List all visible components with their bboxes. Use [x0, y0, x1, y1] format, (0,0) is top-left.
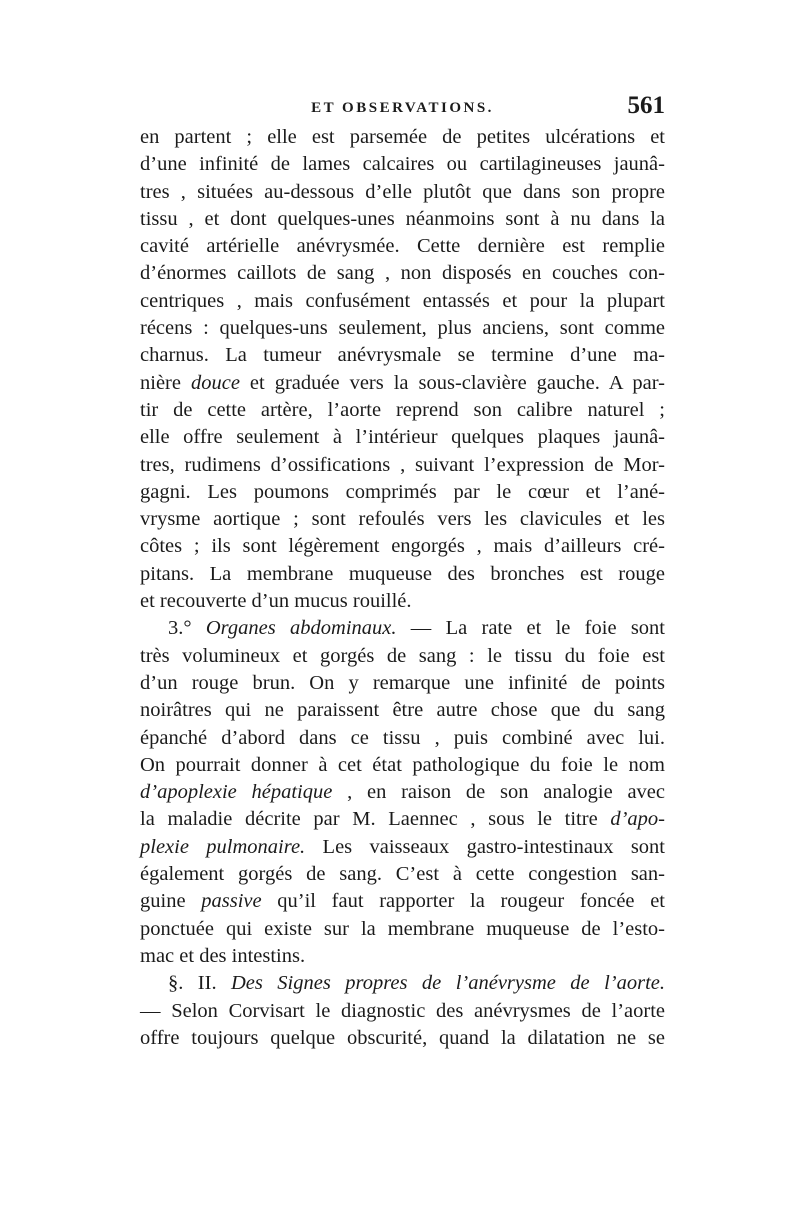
text-line — [140, 315, 665, 342]
text-line — [140, 615, 665, 642]
italic-text: passive — [201, 890, 262, 913]
text-line — [140, 479, 665, 506]
text-segment: — Selon Corvisart le diagnostic des anévrysmes de l’aorte — [140, 999, 665, 1022]
text-segment: tres , situées au-dessous d’elle plutôt que dans son propre — [140, 180, 665, 203]
text-line — [140, 888, 665, 915]
text-segment: la maladie décrite par M. Laennec , sous le titre — [140, 808, 611, 831]
text-line — [140, 779, 665, 806]
text-line — [140, 151, 665, 178]
text-line — [140, 1025, 665, 1052]
italic-text: d’apoplexie hépatique — [140, 781, 333, 804]
body-text — [140, 124, 665, 1052]
text-line — [140, 970, 665, 997]
text-segment: guine — [140, 890, 202, 913]
text-segment: Les vaisseaux gastro-intestinaux sont — [305, 835, 665, 858]
text-line — [140, 260, 665, 287]
text-line — [140, 561, 665, 588]
text-segment: mac et des intestins. — [140, 944, 306, 967]
text-line — [140, 806, 665, 833]
text-line — [140, 452, 665, 479]
text-line — [140, 424, 665, 451]
text-line — [140, 533, 665, 560]
italic-text: Des Signes propres de l’anévrysme de l’aorte. — [231, 972, 665, 995]
running-head — [140, 92, 665, 122]
text-segment: d’énormes caillots de sang , non disposés en couches con- — [140, 262, 665, 285]
text-segment: également gorgés de sang. C’est à cette congestion san- — [140, 863, 665, 886]
text-line — [140, 916, 665, 943]
text-segment: charnus. La tumeur anévrysmale se termine d’une ma- — [140, 344, 665, 367]
text-segment: cavité artérielle anévrysmée. Cette dernière est remplie — [140, 235, 665, 258]
text-line — [140, 124, 665, 151]
text-segment: ponctuée qui existe sur la membrane muqueuse de l’esto- — [140, 917, 665, 940]
text-segment: épanché d’abord dans ce tissu , puis combiné avec lui. — [140, 726, 665, 749]
text-segment: pitans. La membrane muqueuse des bronches est rouge — [140, 562, 665, 585]
text-line — [140, 342, 665, 369]
text-segment: en partent ; elle est parsemée de petites ulcérations et — [140, 126, 665, 148]
text-line — [140, 397, 665, 424]
text-line — [140, 588, 665, 615]
text-line — [140, 998, 665, 1025]
text-segment: gagni. Les poumons comprimés par le cœur et l’ané- — [140, 480, 665, 503]
italic-text: plexie pulmonaire. — [140, 835, 306, 858]
text-line — [140, 861, 665, 888]
text-segment: centriques , mais confusément entassés et pour la plupart — [140, 289, 665, 312]
italic-text: douce — [190, 371, 240, 394]
text-segment: et recouverte d’un mucus rouillé. — [140, 590, 412, 613]
text-segment: tres, rudimens d’ossifications , suivant l’expression de Mor- — [140, 453, 665, 476]
text-line — [140, 725, 665, 752]
text-segment: offre toujours quelque obscurité, quand la dilatation ne se — [140, 1026, 665, 1049]
text-segment: On pourrait donner à cet état pathologique du foie le nom — [140, 753, 665, 776]
text-line — [140, 834, 665, 861]
text-line — [140, 506, 665, 533]
text-line — [140, 670, 665, 697]
text-segment: d’un rouge brun. On y remarque une infinité de points — [140, 671, 665, 694]
text-segment: vrysme aortique ; sont refoulés vers les clavicules et les — [140, 508, 665, 531]
italic-text: Organes abdominaux. — [205, 617, 397, 640]
text-segment: d’une infinité de lames calcaires ou cartilagineuses jaunâ- — [140, 153, 665, 176]
page-number: 561 — [627, 92, 665, 119]
text-line — [140, 643, 665, 670]
text-segment: qu’il faut rapporter la rougeur foncée et — [261, 890, 666, 913]
text-segment: nière — [140, 371, 191, 394]
text-segment: 3.° — [168, 617, 206, 640]
text-segment: noirâtres qui ne paraissent être autre chose que du sang — [140, 699, 665, 722]
text-segment: et graduée vers la sous-clavière gauche. A par- — [239, 371, 665, 394]
running-head-title: ET OBSERVATIONS. — [311, 100, 494, 116]
text-segment: tir de cette artère, l’aorte reprend son calibre naturel ; — [140, 398, 665, 421]
text-line — [140, 179, 665, 206]
text-line — [140, 697, 665, 724]
italic-text: d’apo- — [610, 808, 665, 831]
text-line — [140, 233, 665, 260]
text-segment: elle offre seulement à l’intérieur quelques plaques jaunâ- — [140, 426, 665, 449]
text-segment: — La rate et le foie sont — [396, 617, 666, 640]
text-segment: côtes ; ils sont légèrement engorgés , mais d’ailleurs cré- — [140, 535, 665, 558]
text-line — [140, 370, 665, 397]
text-segment: très volumineux et gorgés de sang : le tissu du foie est — [140, 644, 665, 667]
text-segment: récens : quelques-uns seulement, plus anciens, sont comme — [140, 317, 665, 340]
text-line — [140, 206, 665, 233]
text-segment: §. II. — [168, 972, 231, 995]
text-segment: , en raison de son analogie avec — [332, 781, 665, 804]
text-segment: tissu , et dont quelques-unes néanmoins sont à nu dans la — [140, 207, 665, 230]
text-line — [140, 943, 665, 970]
text-line — [140, 752, 665, 779]
text-line — [140, 288, 665, 315]
